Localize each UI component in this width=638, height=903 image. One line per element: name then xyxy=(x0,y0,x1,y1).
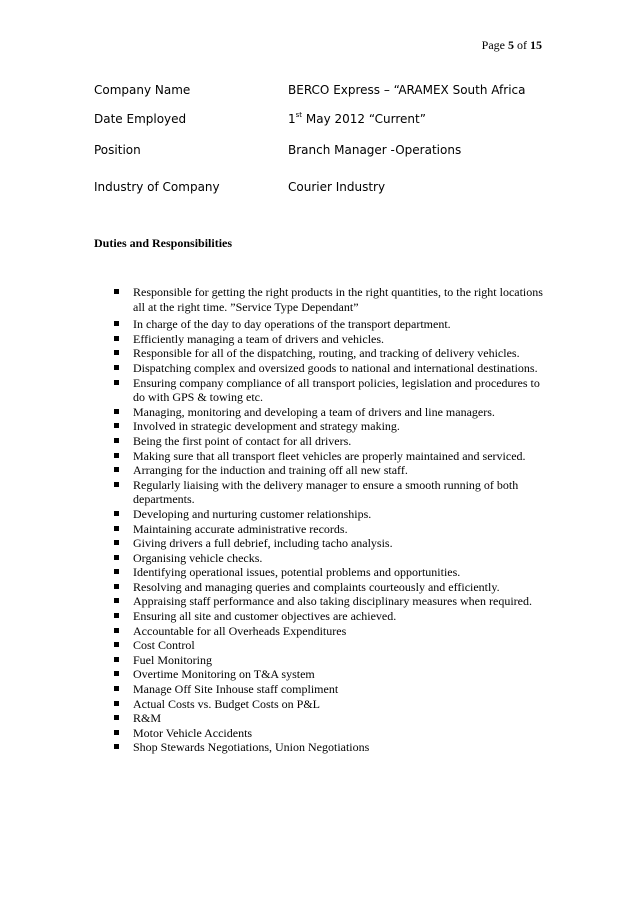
company-row xyxy=(94,82,554,99)
square-bullet-icon xyxy=(114,526,119,531)
duty-text: Fuel Monitoring xyxy=(133,652,213,667)
date-value xyxy=(288,111,554,128)
duty-text: Dispatching complex and oversized goods to national and international destinations. xyxy=(133,360,538,375)
date-suffix: st xyxy=(295,111,303,119)
square-bullet-icon xyxy=(114,730,119,735)
square-bullet-icon xyxy=(114,336,119,341)
square-bullet-icon xyxy=(114,555,119,560)
duty-text: Ensuring all site and customer objectives are achieved. xyxy=(133,609,397,624)
square-bullet-icon xyxy=(114,671,119,676)
square-bullet-icon xyxy=(114,715,119,720)
duty-item xyxy=(94,682,544,697)
industry-row xyxy=(94,179,554,196)
duty-item xyxy=(94,740,544,755)
duties-list xyxy=(94,285,544,755)
industry-label: Industry of Company xyxy=(94,180,220,194)
page-label: Page xyxy=(481,38,505,52)
duty-item xyxy=(94,726,544,741)
square-bullet-icon xyxy=(114,365,119,370)
duty-text: Resolving and managing queries and complaints courteously and efficiently. xyxy=(133,579,500,594)
duty-item xyxy=(94,361,544,376)
position-value: Branch Manager -Operations xyxy=(288,143,462,157)
duty-item xyxy=(94,478,544,507)
duty-text: In charge of the day to day operations of the transport department. xyxy=(133,317,451,332)
duty-text: Responsible for getting the right products in the right quantities, to the right locations all at the right time. ”Service Type Dependant” xyxy=(133,285,543,314)
duty-text: Efficiently managing a team of drivers and vehicles. xyxy=(133,331,385,346)
duty-text: Maintaining accurate administrative records. xyxy=(133,521,348,536)
square-bullet-icon xyxy=(114,598,119,603)
duty-item xyxy=(94,332,544,347)
duty-text: Identifying operational issues, potential problems and opportunities. xyxy=(133,565,461,580)
duty-item xyxy=(94,463,544,478)
square-bullet-icon xyxy=(114,438,119,443)
duty-text: Shop Stewards Negotiations, Union Negotiations xyxy=(133,740,370,755)
duty-item xyxy=(94,697,544,712)
date-row xyxy=(94,111,554,128)
square-bullet-icon xyxy=(114,744,119,749)
duty-item xyxy=(94,638,544,653)
date-rest: May 2012 “Current” xyxy=(305,112,426,126)
duty-item xyxy=(94,594,544,609)
duty-item xyxy=(94,551,544,566)
duty-text: Being the first point of contact for all drivers. xyxy=(133,433,352,448)
date-day: 1 xyxy=(288,112,296,126)
square-bullet-icon xyxy=(114,613,119,618)
duty-item xyxy=(94,580,544,595)
square-bullet-icon xyxy=(114,701,119,706)
page-current: 5 xyxy=(508,38,514,52)
duty-text: Manage Off Site Inhouse staff compliment xyxy=(133,682,339,697)
duty-text: R&M xyxy=(133,711,162,726)
square-bullet-icon xyxy=(114,657,119,662)
duty-text: Appraising staff performance and also taking disciplinary measures when required. xyxy=(133,594,532,609)
duty-text: Managing, monitoring and developing a team of drivers and line managers. xyxy=(133,404,495,419)
duty-text: Developing and nurturing customer relationships. xyxy=(133,506,372,521)
page-total: 15 xyxy=(530,38,542,52)
position-label: Position xyxy=(94,143,141,157)
page-of: of xyxy=(517,38,527,52)
duty-item xyxy=(94,536,544,551)
duty-text: Ensuring company compliance of all transport policies, legislation and procedures to do with GPS & towing etc. xyxy=(133,375,540,405)
duty-item xyxy=(94,522,544,537)
duty-item xyxy=(94,419,544,434)
date-label: Date Employed xyxy=(94,112,187,126)
company-value: BERCO Express – “ARAMEX South Africa xyxy=(288,83,526,97)
square-bullet-icon xyxy=(114,467,119,472)
duty-text: Arranging for the induction and training off all new staff. xyxy=(133,463,408,478)
duty-item xyxy=(94,667,544,682)
duty-item xyxy=(94,317,544,332)
duty-text: Involved in strategic development and strategy making. xyxy=(133,419,400,434)
duty-text: Overtime Monitoring on T&A system xyxy=(133,667,315,682)
square-bullet-icon xyxy=(114,584,119,589)
position-row xyxy=(94,142,554,159)
square-bullet-icon xyxy=(114,540,119,545)
square-bullet-icon xyxy=(114,642,119,647)
duty-item xyxy=(94,507,544,522)
square-bullet-icon xyxy=(114,380,119,385)
duty-text: Regularly liaising with the delivery manager to ensure a smooth running of both departments. xyxy=(133,477,519,507)
square-bullet-icon xyxy=(114,511,119,516)
duty-text: Making sure that all transport fleet vehicles are properly maintained and serviced. xyxy=(133,448,526,463)
duty-item xyxy=(94,405,544,420)
square-bullet-icon xyxy=(114,569,119,574)
duty-item xyxy=(94,449,544,464)
duty-item xyxy=(94,346,544,361)
industry-value: Courier Industry xyxy=(288,180,386,194)
duty-item xyxy=(94,565,544,580)
square-bullet-icon xyxy=(114,423,119,428)
company-label: Company Name xyxy=(94,83,191,97)
duty-item xyxy=(94,653,544,668)
duty-text: Accountable for all Overheads Expenditures xyxy=(133,623,347,638)
duties-heading: Duties and Responsibilities xyxy=(94,236,233,250)
square-bullet-icon xyxy=(114,628,119,633)
square-bullet-icon xyxy=(114,686,119,691)
duty-text: Responsible for all of the dispatching, routing, and tracking of delivery vehicles. xyxy=(133,346,520,361)
duty-text: Giving drivers a full debrief, including tacho analysis. xyxy=(133,536,393,551)
duty-text: Organising vehicle checks. xyxy=(133,550,263,565)
square-bullet-icon xyxy=(114,321,119,326)
duty-item xyxy=(94,711,544,726)
duty-text: Cost Control xyxy=(133,638,195,653)
duty-item xyxy=(94,609,544,624)
duty-text: Actual Costs vs. Budget Costs on P&L xyxy=(133,696,321,711)
square-bullet-icon xyxy=(114,482,119,487)
square-bullet-icon xyxy=(114,289,119,294)
square-bullet-icon xyxy=(114,350,119,355)
page-number xyxy=(482,38,542,53)
square-bullet-icon xyxy=(114,409,119,414)
duty-text: Motor Vehicle Accidents xyxy=(133,725,253,740)
duty-item xyxy=(94,376,544,405)
duty-item xyxy=(94,434,544,449)
square-bullet-icon xyxy=(114,453,119,458)
duty-item xyxy=(94,285,544,314)
duty-item xyxy=(94,624,544,639)
employment-info xyxy=(94,82,554,196)
